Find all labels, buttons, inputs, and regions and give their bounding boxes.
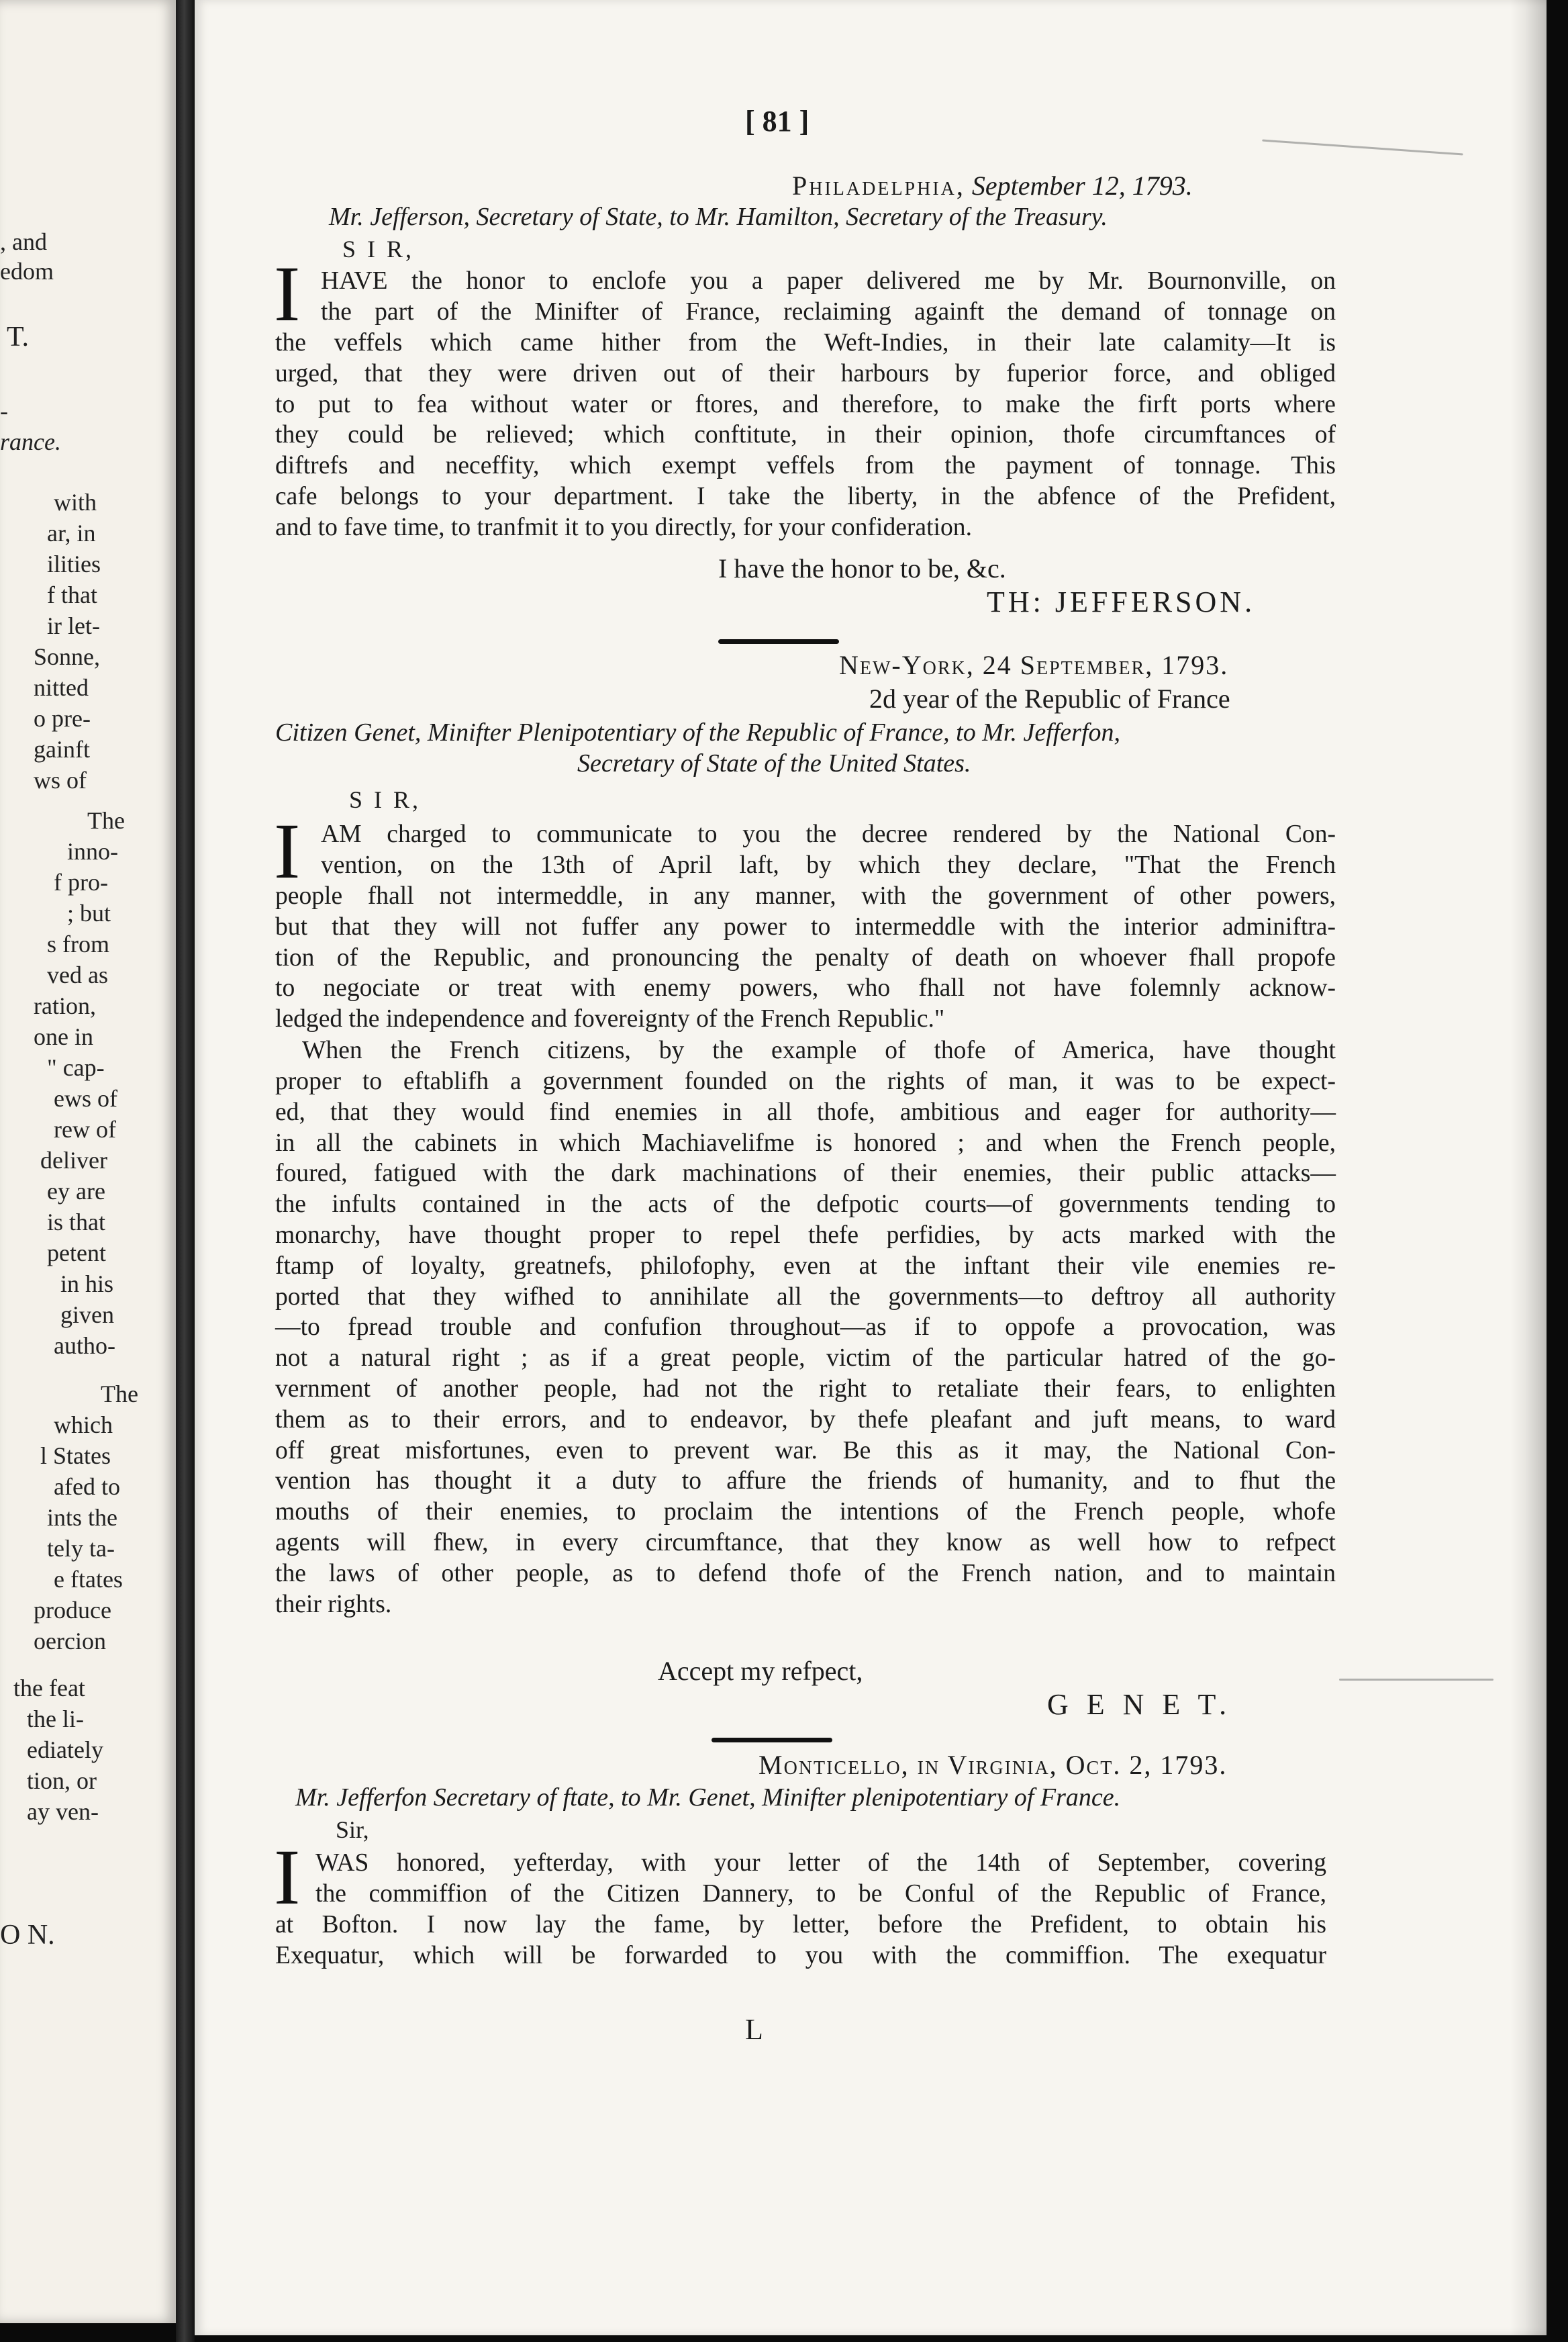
letter2-heading: Citizen Genet, Minifter Plenipotentiary of the Republic of France, to Mr. Jefferfon, — [275, 718, 1121, 747]
text-line: WAS honored, yefterday, with your letter of the 14th of September, covering — [315, 1849, 1326, 1877]
left-fragment: ints the — [47, 1504, 117, 1531]
signature-mark: L — [745, 2013, 763, 2046]
left-fragment: e ftates — [54, 1566, 123, 1593]
left-fragment: ey are — [47, 1178, 105, 1205]
text-line: the infults contained in the acts of the defpotic courts—of governments tending to — [275, 1190, 1336, 1219]
left-fragment: with — [54, 489, 97, 516]
section-divider — [718, 639, 839, 644]
letter3-body-b — [275, 1910, 1326, 1971]
letter1-salutation: S I R, — [342, 236, 415, 263]
left-fragment: autho- — [54, 1332, 115, 1359]
letter1-closing: I have the honor to be, &c. — [718, 553, 1006, 583]
letter2-heading-line2: Secretary of State of the United States. — [577, 749, 971, 778]
text-line: diftrefs and neceffity, which exempt veffels from the payment of tonnage. This — [275, 452, 1336, 480]
left-fragment: ws of — [34, 767, 87, 794]
page-edge-shadow — [1510, 0, 1547, 2335]
left-fragment: Sonne, — [34, 643, 100, 670]
letter2-salutation: S I R, — [349, 786, 422, 813]
left-fragment: ; but — [67, 900, 111, 927]
letter2-body-p2 — [275, 1066, 1336, 1620]
text-line: ftamp of loyalty, greatnefs, philofophy, even at the inftant their vile enemies re- — [275, 1252, 1336, 1280]
letter1-heading: Mr. Jefferson, Secretary of State, to Mr. Hamilton, Secretary of the Treasury. — [329, 203, 1108, 231]
left-fragment: O N. — [0, 1920, 55, 1951]
left-fragment: s from — [47, 931, 109, 957]
letter2-dateline: New-York, 24 September, 1793. — [839, 650, 1229, 680]
left-fragment: one in — [34, 1023, 93, 1050]
left-page-fragment — [0, 0, 176, 2323]
text-line: at Bofton. I now lay the fame, by letter, before the Prefident, to obtain his — [275, 1911, 1326, 1938]
letter1-date: September 12, 1793. — [971, 171, 1193, 201]
left-fragment: , and — [0, 228, 47, 255]
left-fragment: the li- — [27, 1705, 84, 1732]
left-fragment: is that — [47, 1209, 105, 1235]
text-line: urged, that they were driven out of their harbours by fuperior force, and obliged — [275, 359, 1336, 387]
left-fragment: ews of — [54, 1085, 117, 1112]
letter1-dateline — [792, 171, 1193, 201]
left-fragment: rance. — [0, 428, 61, 455]
letter1-body-cont — [275, 328, 1336, 543]
text-line: the commiffion of the Citizen Dannery, to be Conful of the Republic of France, — [315, 1879, 1326, 1908]
left-fragment: the feat — [13, 1675, 85, 1701]
left-fragment: f pro- — [54, 869, 108, 896]
text-line: not a natural right ; as if a great people, victim of the particular hatred of the go- — [275, 1344, 1336, 1372]
letter2-body-p1b — [275, 881, 1336, 1035]
left-fragment: - — [0, 397, 8, 424]
text-line: foured, fatigued with the dark machinations of their enemies, their public attacks— — [275, 1160, 1336, 1188]
left-fragment: gainft — [34, 736, 90, 763]
left-fragment: given — [60, 1301, 114, 1328]
letter3-heading: Mr. Jefferfon Secretary of ftate, to Mr. Genet, Minifter plenipotentiary of France. — [295, 1783, 1121, 1812]
left-fragment: The — [101, 1380, 138, 1407]
left-fragment: tely ta- — [47, 1535, 115, 1562]
text-line: vernment of another people, had not the right to retaliate their fears, to enlighten — [275, 1374, 1336, 1403]
left-fragment: ar, in — [47, 520, 96, 547]
left-fragment: T. — [7, 322, 30, 353]
text-line: vention has thought it a duty to affure the friends of humanity, and to fhut the — [275, 1467, 1336, 1495]
text-line: proper to eftablifh a government founded on the rights of man, it was to be expect- — [275, 1068, 1336, 1095]
text-line: monarchy, have thought proper to repel thefe perfidies, by acts marked with the — [275, 1221, 1336, 1249]
pencil-mark — [1339, 1679, 1493, 1681]
text-line: mouths of their enemies, to proclaim the intentions of the French people, whofe — [275, 1498, 1336, 1526]
text-line: tion of the Republic, and pronouncing the penalty of death on whoever fhall propofe — [275, 943, 1336, 972]
left-fragment: " cap- — [47, 1054, 105, 1081]
left-fragment: produce — [34, 1597, 111, 1624]
text-line: the laws of other people, as to defend thofe of the French nation, and to maintain — [275, 1559, 1336, 1587]
text-line: AM charged to communicate to you the decree rendered by the National Con- — [321, 821, 1336, 848]
left-fragment: tion, or — [27, 1767, 97, 1794]
text-line: the part of the Minifter of France, reclaiming againft the demand of tonnage on — [321, 298, 1336, 326]
letter1-body-cont — [321, 297, 1336, 328]
text-line: they could be relieved; which conftitute, in their opinion, thofe circumftances of — [275, 421, 1336, 449]
letter3-body-a — [315, 1848, 1326, 1910]
left-fragment: ilities — [47, 551, 101, 577]
left-fragment: inno- — [67, 838, 118, 865]
text-line: off great misfortunes, even to prevent war. Be this as it may, the National Con- — [275, 1436, 1336, 1464]
letter3-salutation: Sir, — [336, 1816, 369, 1843]
left-fragment: in his — [60, 1270, 114, 1297]
text-line: ported that they wifhed to annihilate all the governments—to deftroy all authority — [275, 1282, 1336, 1311]
left-fragment: f that — [47, 581, 97, 608]
letter2-dropcap: I — [274, 807, 301, 895]
page-number: [ 81 ] — [745, 105, 810, 138]
left-fragment: nitted — [34, 674, 89, 701]
text-line: but that they will not fuffer any power to intermeddle with the interior adminiftra- — [275, 912, 1336, 941]
left-fragment: petent — [47, 1239, 106, 1266]
letter1-dropcap: I — [274, 250, 301, 338]
text-line: vention, on the 13th of April laft, by which they declare, "That the French — [321, 851, 1336, 879]
letter1-body — [321, 266, 1336, 297]
text-line: ledged the independence and fovereignty of the French Republic." — [275, 1005, 945, 1033]
left-fragment: The — [87, 807, 125, 834]
left-fragment: afed to — [54, 1473, 120, 1500]
text-line: in all the cabinets in which Machiavelifme is honored ; and when the French people, — [275, 1129, 1336, 1157]
text-line: to negociate or treat with enemy powers, who fhall not have folemnly acknow- — [275, 974, 1336, 1002]
letter2-closing: Accept my refpect, — [658, 1656, 863, 1686]
left-fragment: ediately — [27, 1736, 103, 1763]
text-line: the veffels which came hither from the Weft-Indies, in their late calamity—It is — [275, 329, 1336, 357]
left-fragment: deliver — [40, 1147, 107, 1174]
text-line: HAVE the honor to enclofe you a paper delivered me by Mr. Bournonville, on — [321, 267, 1336, 295]
letter2-signature: G E N E T. — [1047, 1688, 1232, 1721]
letter2-body-p2-first — [302, 1035, 1336, 1066]
left-fragment: ir let- — [47, 612, 100, 639]
text-line: them as to their errors, and to endeavor, by thefe pleafant and juft means, to ward — [275, 1405, 1336, 1434]
letter3-dropcap: I — [274, 1833, 301, 1921]
section-divider — [712, 1738, 832, 1742]
left-fragment: oercion — [34, 1628, 106, 1654]
left-fragment: ved as — [47, 962, 108, 988]
text-line: their rights. — [275, 1590, 392, 1618]
left-fragment: which — [54, 1411, 113, 1438]
left-fragment: ration, — [34, 992, 96, 1019]
text-line: cafe belongs to your department. I take the liberty, in the abfence of the Prefident, — [275, 482, 1336, 510]
left-fragment: edom — [0, 258, 54, 285]
letter1-signature: TH: JEFFERSON. — [987, 586, 1256, 618]
text-line: people fhall not intermeddle, in any manner, with the government of other powers, — [275, 882, 1336, 910]
text-line: and to fave time, to tranfmit it to you directly, for your confideration. — [275, 513, 972, 541]
left-fragment: rew of — [54, 1116, 116, 1143]
letter1-place: Philadelphia, — [792, 171, 965, 201]
text-line: to put to fea without water or ftores, and therefore, to make the firft ports where — [275, 390, 1336, 418]
left-fragment: o pre- — [34, 705, 91, 732]
left-fragment: ay ven- — [27, 1798, 99, 1825]
letter3-dateline: Monticello, in Virginia, Oct. 2, 1793. — [758, 1750, 1228, 1780]
text-line: Exequatur, which will be forwarded to you with the commiffion. The exequatur — [275, 1941, 1326, 1969]
text-line: —to fpread trouble and confufion throughout—as if to oppofe a provocation, was — [275, 1313, 1336, 1342]
letter2-dateline2: 2d year of the Republic of France — [869, 684, 1230, 714]
text-line: When the French citizens, by the example of thofe of America, have thought — [302, 1037, 1336, 1064]
left-fragment: l States — [40, 1442, 111, 1469]
text-line: ed, that they would find enemies in all thofe, ambitious and eager for authority— — [275, 1098, 1336, 1126]
book-gutter — [176, 0, 195, 2342]
letter2-body-p1a — [321, 819, 1336, 881]
text-line: agents will fhew, in every circumftance, that they know as well how to refpect — [275, 1528, 1336, 1556]
